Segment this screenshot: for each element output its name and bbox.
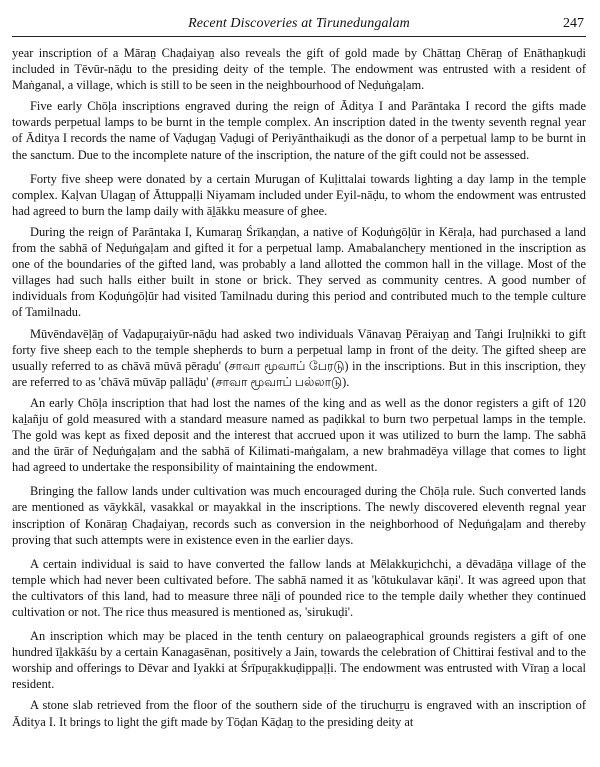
page-header <box>12 10 586 36</box>
header-rule <box>12 36 586 37</box>
paragraph-9: An inscription which may be placed in the tenth century on palaeographical grounds registers a gift of one hundred īḻakkāśu by a certain Kanagasēnan, positively a Jain, towards the celebration of Chittirai festival and to the worship and offerings to Dēvar and Iyakki at Śrīpuṟakkuḍippaḷḷi. The endowment was entrusted with Vīraṉ a local resident. <box>12 629 586 692</box>
paragraph-5: Mūvēndavēḷāṉ of Vaḍapuṟaiyūr-nāḍu had asked two individuals Vānavaṉ Pēraiyaṉ and Taṅgi Iruḷnikki to gift forty five sheep each to the temple shepherds to burn a perpetual lamp in front of the deity. The gifted sheep are usually referred to as chāvā mūvā pēraḍu' (சாவா மூவாப் பேரடு) in the inscriptions. But in this inscription, they are referred to as 'chāvā mūvāp pallāḍu' (சாவா மூவாப் பல்லாடு). <box>12 326 586 389</box>
running-title: Recent Discoveries at Tirunedungalam <box>188 16 410 31</box>
paragraph-2: Five early Chōḷa inscriptions engraved during the reign of Āditya I and Parāntaka I record the gifts made towards perpetual lamps to be burnt in the temple complex. An inscription dated in the twenty seventh regnal year of Āditya I records the name of Vaḍugaṉ Vaḍugi of Periyānthaikuḍi as the donor of a perpetual lamp to be burnt in the sanctum. Due to the incomplete nature of the inscription, the nature of the gift could not be assessed. <box>12 99 586 162</box>
paragraph-7: Bringing the fallow lands under cultivation was much encouraged during the Chōḷa rule. Such converted lands are mentioned as vāykkāl, vasakkal or mayakkal in the inscriptions. The newly discovered eleventh regnal year inscription of Konāraṉ Chaḍaiyaṉ, records such as conversion in the neighborhood of Neḍuṅgaḷam and thereby proving that such attempts were in existence even in the earlier days. <box>12 484 586 547</box>
paragraph-6: An early Chōḷa inscription that had lost the names of the king and as well as the donor registers a gift of 120 kaḻañju of gold measured with a standard measure named as paḍikkal to burn two perpetual lamps in the temple. The gold was kept as fixed deposit and the interest that accrued upon it was utilized to burn the lamp. The sabhā and the ūrār of Neḍuṅgaḷam and the sabhā of Kilimati-maṅgalam, a new brahmadēya village that comes to light had agreed to undertake the responsibility of maintaining the endowment. <box>12 395 586 475</box>
page-number: 247 <box>563 16 584 31</box>
paragraph-10: A stone slab retrieved from the floor of the southern side of the tiruchuṟṟu is engraved with an inscription of Āditya I. It brings to light the gift made by Tōḍan Kāḍaṉ to the presiding deity at <box>12 698 586 729</box>
paragraph-4: During the reign of Parāntaka I, Kumaraṉ Śrīkaṇḍan, a native of Koḍuṅgōḷūr in Kēraḷa, had purchased a land from the sabhā of Neḍuṅgaḷam and gifted it for a perpetual lamp. Amabalancheṟy mentioned in the inscription as one of the boundaries of the gifted land, was probably a land allotted the common hall in the village. Most of the villages had such halls either built in stone or brick. They served as community centres. A good number of individuals from Koḍuṅgōḷūr had visited Tamilnadu during this period and contributed much to the temple culture of Tamilnadu. <box>12 224 586 320</box>
paragraph-8: A certain individual is said to have converted the fallow lands at Mēlakkuṟichchi, a dēvadāṉa village of the temple which had never been cultivated before. The sabhā named it as 'kōtukulavar kāṇi'. It was agreed upon that the cultivators of this land, had to measure three nāḻi of pounded rice to the temple daily whether they continued cultivation or not. The rice thus measured is mentioned as, 'sirukuḍi'. <box>12 556 586 619</box>
paragraph-1: year inscription of a Māraṉ Chaḍaiyaṉ also reveals the gift of gold made by Chāttaṉ Chēraṉ of Enāthaṉkuḍi included in Tēvūr-nāḍu to the presiding deity of the temple. The endowment was entrusted with a resident of Maṅganal, a village, which is still to be seen in the neighbourhood of Neḍuṅgaḷam. <box>12 46 586 93</box>
body-text <box>12 45 586 730</box>
paragraph-3: Forty five sheep were donated by a certain Murugan of Kuḷittalai towards lighting a day lamp in the temple complex. Kaḷvan Ulagaṉ of Āttuppaḷḷi Niyamam included under Eyil-nāḍu, to whom the endowment was entrusted had agreed to burn the lamp daily with āḻākku measure of ghee. <box>12 171 586 218</box>
